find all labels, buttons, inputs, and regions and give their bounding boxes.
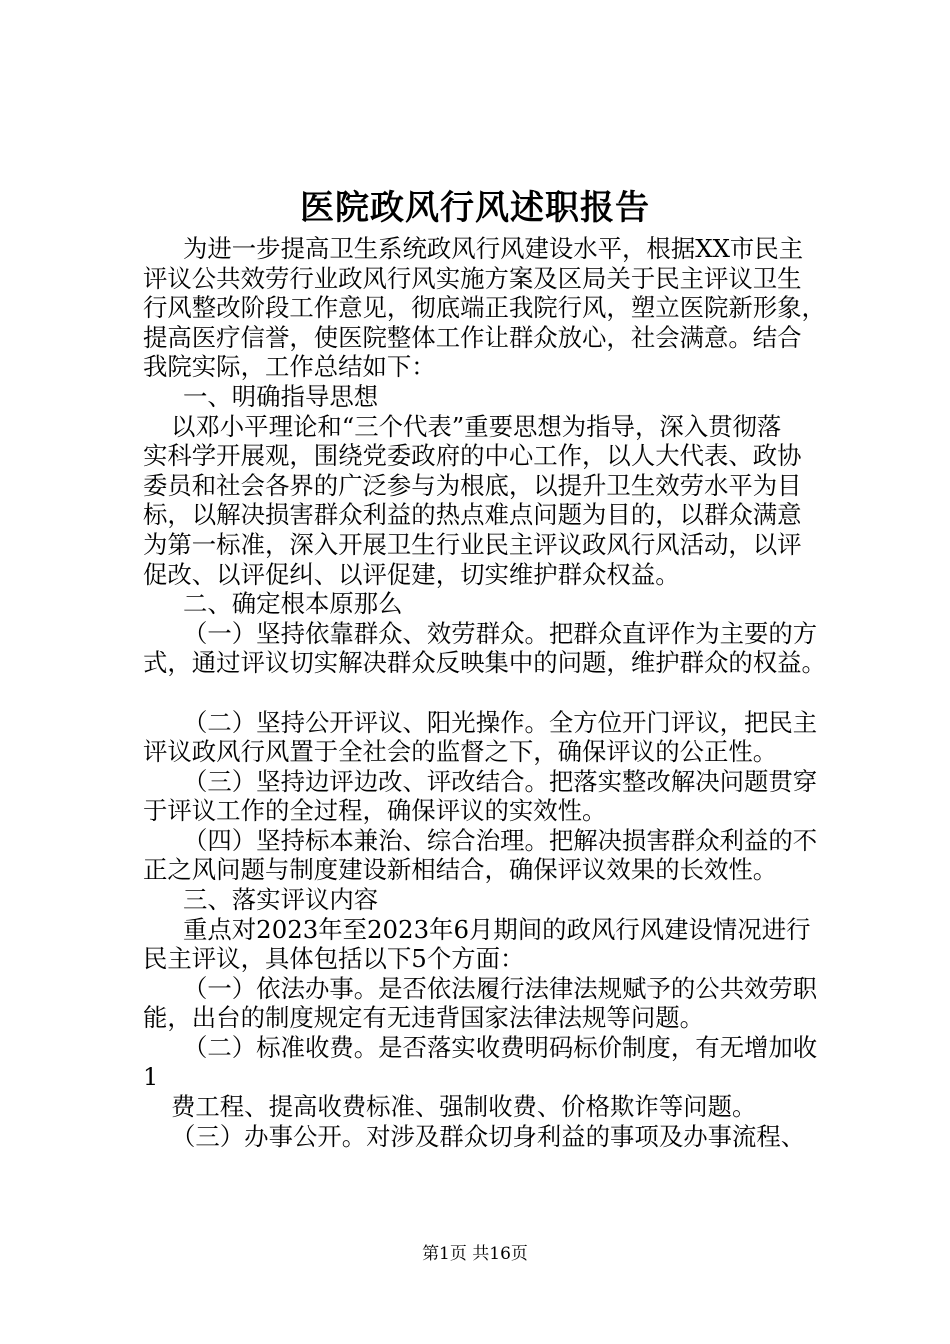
paragraph-line: 于评议工作的全过程，确保评议的实效性。	[143, 796, 607, 826]
paragraph-line: 实科学开展观，围绕党委政府的中心工作，以人大代表、政协	[143, 441, 802, 471]
paragraph-line: 费工程、提高收费标准、强制收费、价格欺诈等问题。	[171, 1092, 757, 1122]
paragraph-line: 重点对2023年至2023年6月期间的政风行风建设情况进行	[183, 914, 811, 944]
paragraph-line: 行风整改阶段工作意见，彻底端正我院行风，塑立医院新形象，	[143, 293, 826, 323]
inline-page-number: 1	[143, 1062, 159, 1091]
paragraph-line: 提高医疗信誉，使医院整体工作让群众放心，社会满意。结合	[143, 322, 802, 352]
paragraph-line: （三）坚持边评边改、评改结合。把落实整改解决问题贯穿	[183, 766, 818, 796]
paragraph-line: 式，通过评议切实解决群众反映集中的问题，维护群众的权益。	[143, 648, 826, 678]
paragraph-line: （二）标准收费。是否落实收费明码标价制度，有无增加收	[183, 1033, 818, 1063]
paragraph-line: 能，出台的制度规定有无违背国家法律法规等问题。	[143, 1003, 704, 1033]
blank-line	[143, 678, 843, 708]
paragraph-line: （四）坚持标本兼治、综合治理。把解决损害群众利益的不	[183, 825, 818, 855]
paragraph-line: （一）依法办事。是否依法履行法律法规赋予的公共效劳职	[183, 973, 818, 1003]
paragraph-line: 正之风问题与制度建设新相结合，确保评议效果的长效性。	[143, 855, 778, 885]
document-body	[143, 234, 843, 1151]
paragraph-line: 评议政风行风置于全社会的监督之下，确保评议的公正性。	[143, 737, 778, 767]
paragraph-line: 促改、以评促纠、以评促建，切实维护群众权益。	[143, 559, 680, 589]
page-footer: 第1页 共16页	[422, 1244, 528, 1264]
paragraph-line: 我院实际，工作总结如下：	[143, 352, 436, 382]
paragraph-line: （一）坚持依靠群众、效劳群众。把群众直评作为主要的方	[183, 618, 818, 648]
paragraph-line: 以邓小平理论和“三个代表”重要思想为指导，深入贯彻落	[171, 411, 782, 441]
paragraph-line: 一、明确指导思想	[183, 381, 379, 411]
document-title: 医院政风行风述职报告	[300, 188, 650, 228]
paragraph-line: 为进一步提高卫生系统政风行风建设水平，根据XX市民主	[183, 234, 804, 263]
paragraph-line: 为第一标准，深入开展卫生行业民主评议政风行风活动，以评	[143, 529, 802, 559]
paragraph-line: 三、落实评议内容	[183, 885, 379, 915]
paragraph-line: 二、确定根本原那么	[183, 589, 403, 619]
paragraph-line: 评议公共效劳行业政风行风实施方案及区局关于民主评议卫生	[143, 263, 802, 293]
paragraph-line: 民主评议，具体包括以下5个方面：	[143, 944, 525, 974]
paragraph-line: 委员和社会各界的广泛参与为根底，以提升卫生效劳水平为目	[143, 470, 802, 500]
paragraph-line: （二）坚持公开评议、阳光操作。全方位开门评议，把民主	[183, 707, 818, 737]
paragraph-line: 标，以解决损害群众利益的热点难点问题为目的，以群众满意	[143, 500, 802, 530]
paragraph-line: （三）办事公开。对涉及群众切身利益的事项及办事流程、	[171, 1121, 806, 1151]
